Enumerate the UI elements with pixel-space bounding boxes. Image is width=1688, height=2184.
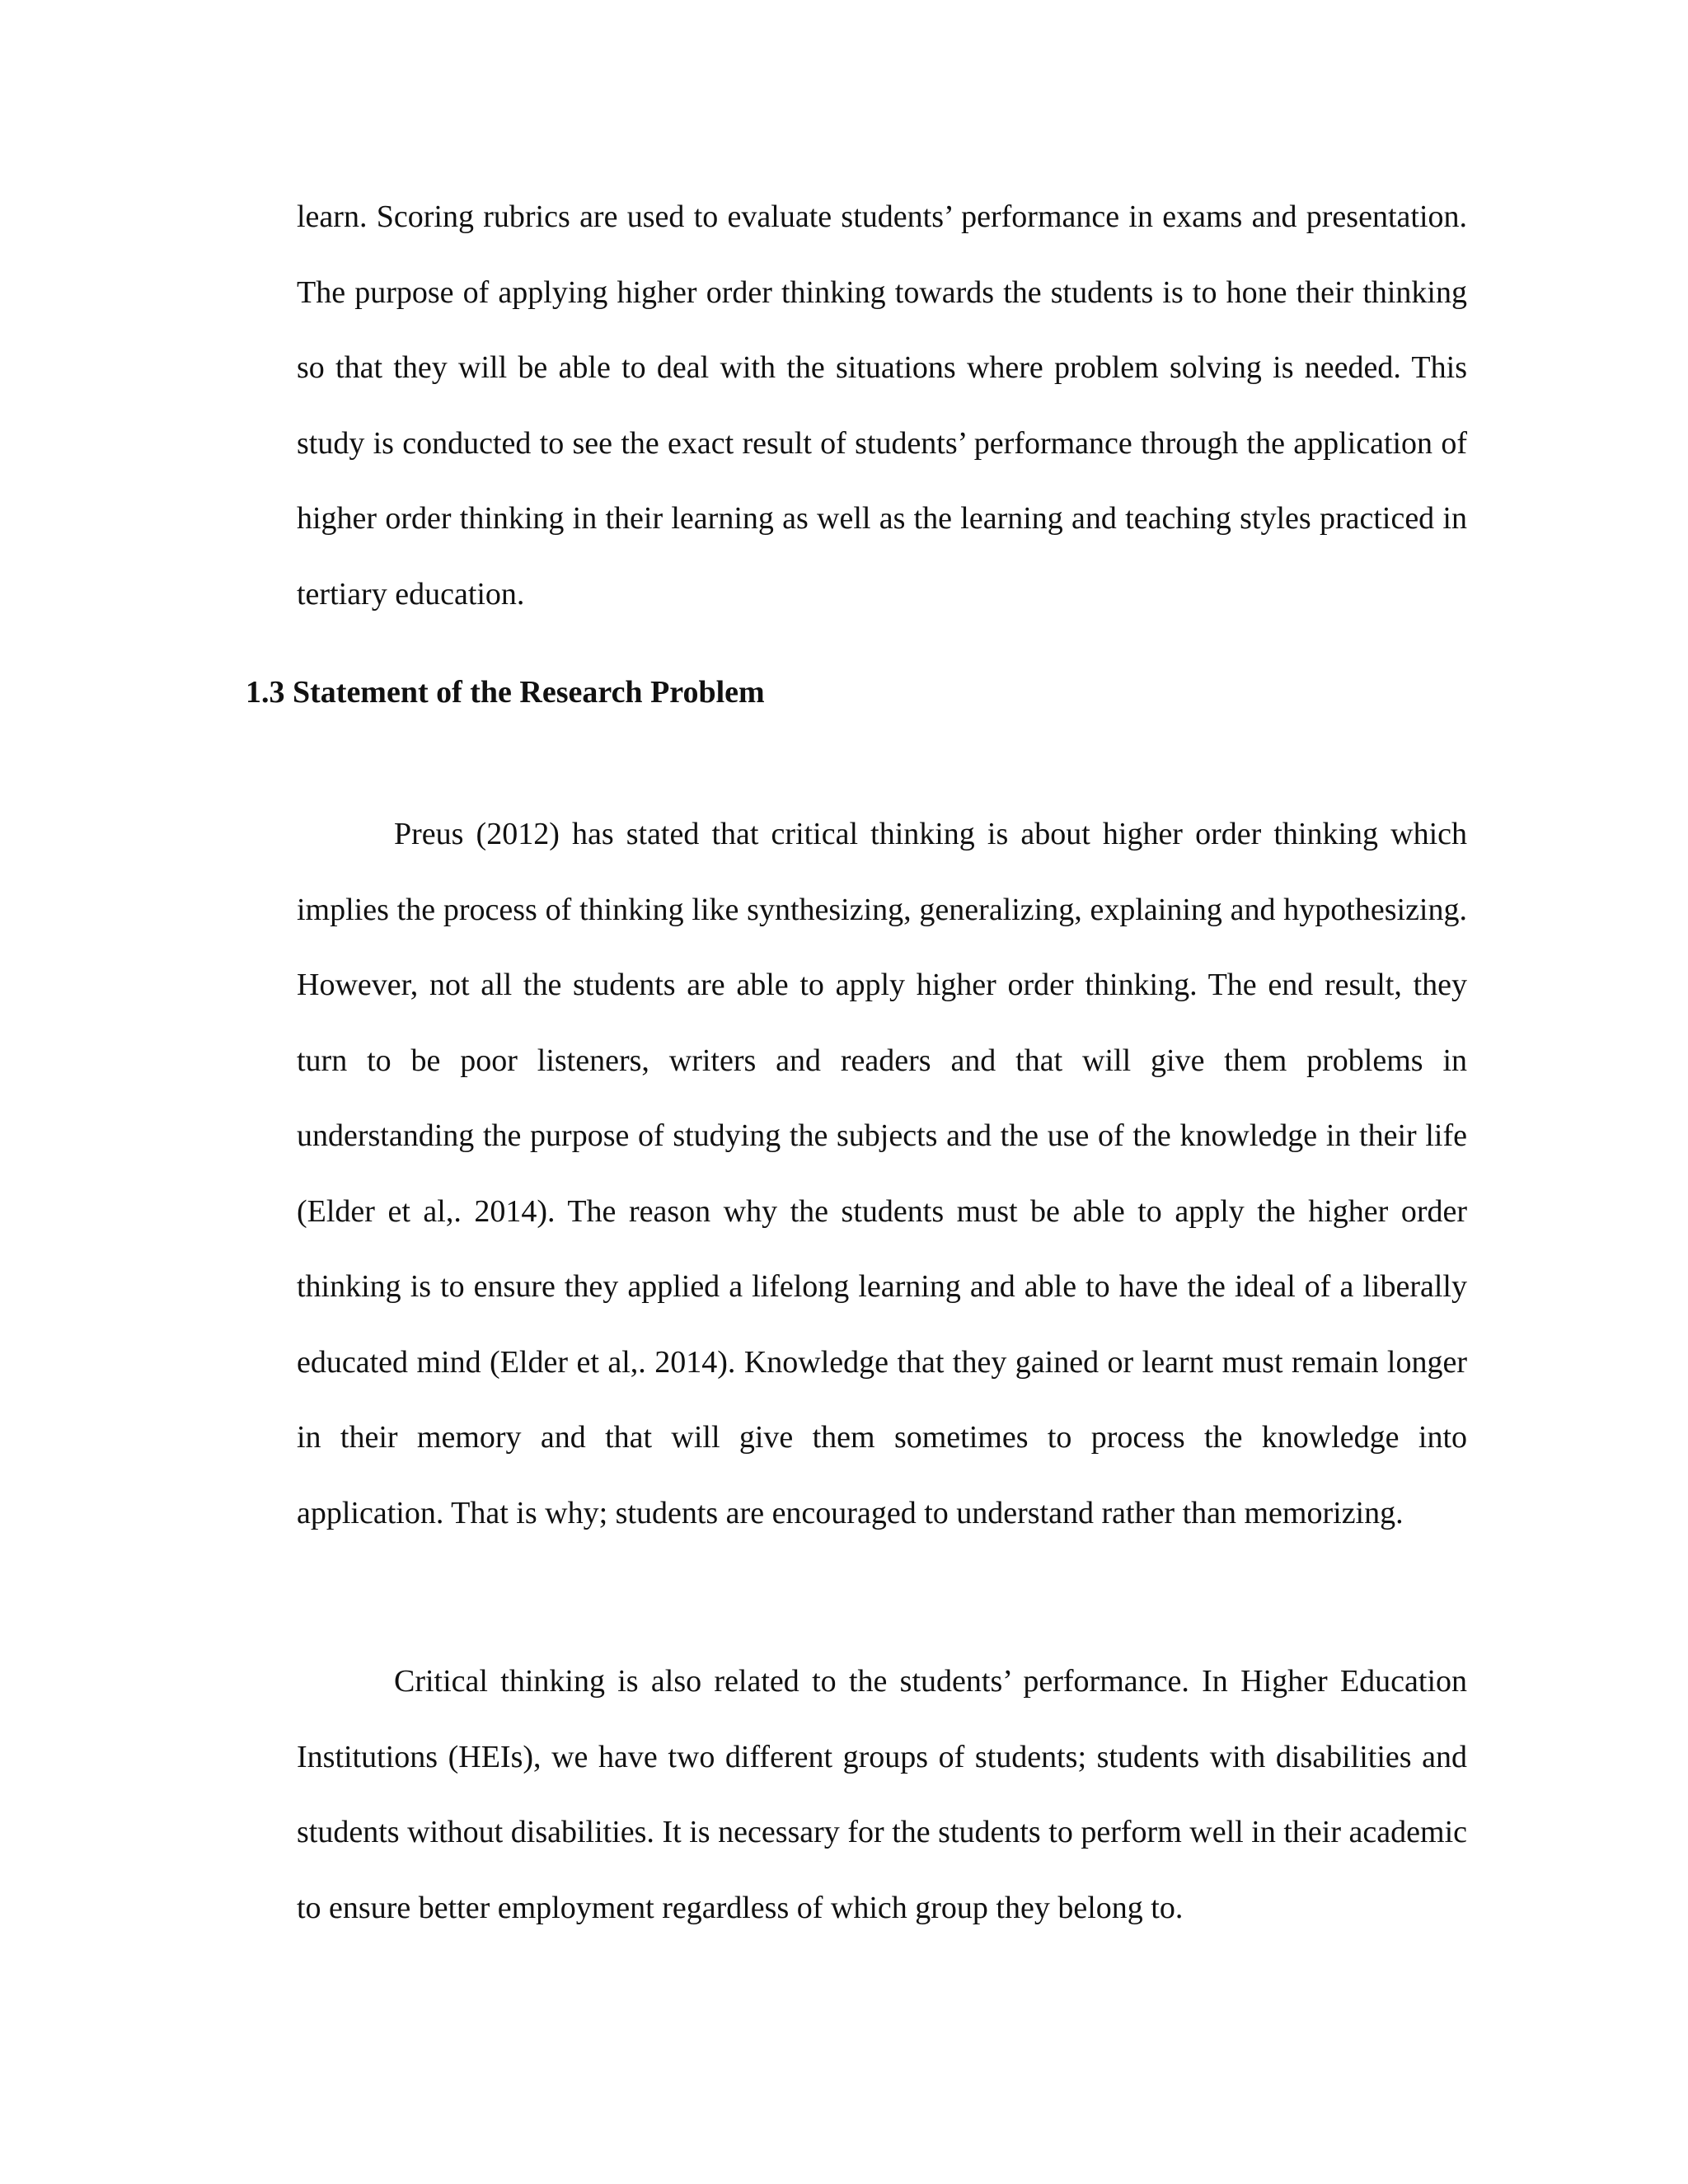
section-heading: 1.3 Statement of the Research Problem [246,675,765,710]
paragraph-intro-continued: learn. Scoring rubrics are used to evaluate students’ performance in exams and presentation. The purpose of applying higher order thinking towards the students is to hone their thinking so that they will be able to deal with the situations where problem solving is needed. This study is conducted to see the exact result of students’ performance through the application of higher order thinking in their learning as well as the learning and teaching styles practiced in tertiary education. [297,199,1467,612]
paragraph-students-performance: Critical thinking is also related to the students’ performance. In Higher Education Institutions (HEIs), we have two different groups of students; students with disabilities and students without disabilities. It is necessary for the students to perform well in their academic to ensure better employment regardless of which group they belong to. [297,1664,1467,1925]
paragraph-research-problem: Preus (2012) has stated that critical thinking is about higher order thinking which implies the process of thinking like synthesizing, generalizing, explaining and hypothesizing. However, not all the students are able to apply higher order thinking. The end result, they turn to be poor listeners, writers and readers and that will give them problems in understanding the purpose of studying the subjects and the use of the knowledge in their life (Elder et al,. 2014). The reason why the students must be able to apply the higher order thinking is to ensure they applied a lifelong learning and able to have the ideal of a liberally educated mind (Elder et al,. 2014). Knowledge that they gained or learnt must remain longer in their memory and that will give them sometimes to process the knowledge into application. That is why; students are encouraged to understand rather than memorizing. [297,817,1467,1530]
